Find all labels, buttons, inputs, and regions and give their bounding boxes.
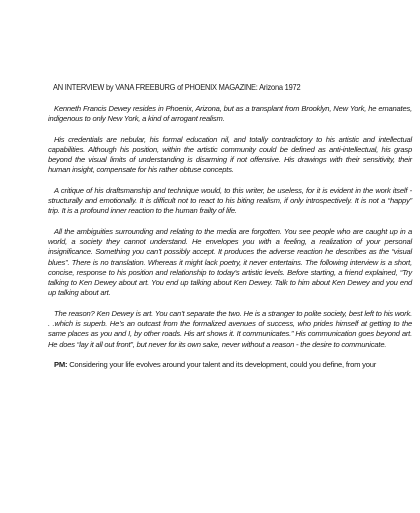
article-heading: AN INTERVIEW by VANA FREEBURG of PHOENIX MAGAZINE: Arizona 1972 <box>53 82 301 92</box>
article-body <box>48 104 412 380</box>
question-text: Considering your life evolves around your talent and its development, could you define, from your <box>67 359 377 369</box>
speaker-label: PM: <box>54 359 68 369</box>
paragraph-4: All the ambiguities surrounding and relating to the media are forgotten. You see people who are caught up in a world, a society they cannot understand. He envelopes you with a feeling, a realization of your personal insignificance. Something you can’t possibly accept. It produces the adverse reaction he describes as the “visual blues”. There is no translation. Whereas it might lack poetry, it never entertains. The following interview is a short, concise, response to his position and relationship to today’s artistic levels. Before starting, a friend explained, “Try talking to Ken Dewey about art. You end up talking about Ken Dewey. Talk to him about Ken Dewey and you end up talking about art. <box>48 226 412 298</box>
paragraph-1: Kenneth Francis Dewey resides in Phoenix, Arizona, but as a transplant from Brooklyn, New York, he emanates, indigenous to only New York, a kind of arrogant realism. <box>48 104 412 124</box>
paragraph-2: His credentials are nebular, his formal education nil, and totally contradictory to his artistic and intellectual capabilities. Although his position, within the artistic community could be defined as anti-intellectual, his grasp beyond the visual limits of understanding is disarming if not offensive. His drawings with their sensitivity, their human insight, compensate for his rather obtuse concepts. <box>48 134 412 175</box>
paragraph-3: A critique of his draftsmanship and technique would, to this writer, be useless, for it is evident in the work itself - structurally and emotionally. It is difficult not to react to his biting realism, if only introspectively. It is not a “happy” trip. It is a profound inner reaction to the human frailty of life. <box>48 185 412 216</box>
paragraph-5: The reason? Ken Dewey is art. You can’t separate the two. He is a stranger to polite society, best left to his work. . .which is superb. He’s an outcast from the formalized avenues of success, who prides himself at getting to the same places as you and I, by other roads. His art shows it. It communicates.” His communication goes beyond art. He does “lay it all out front”, but never for its own sake, never without a reason - the desire to communicate. <box>48 308 412 349</box>
interview-question <box>48 360 412 370</box>
